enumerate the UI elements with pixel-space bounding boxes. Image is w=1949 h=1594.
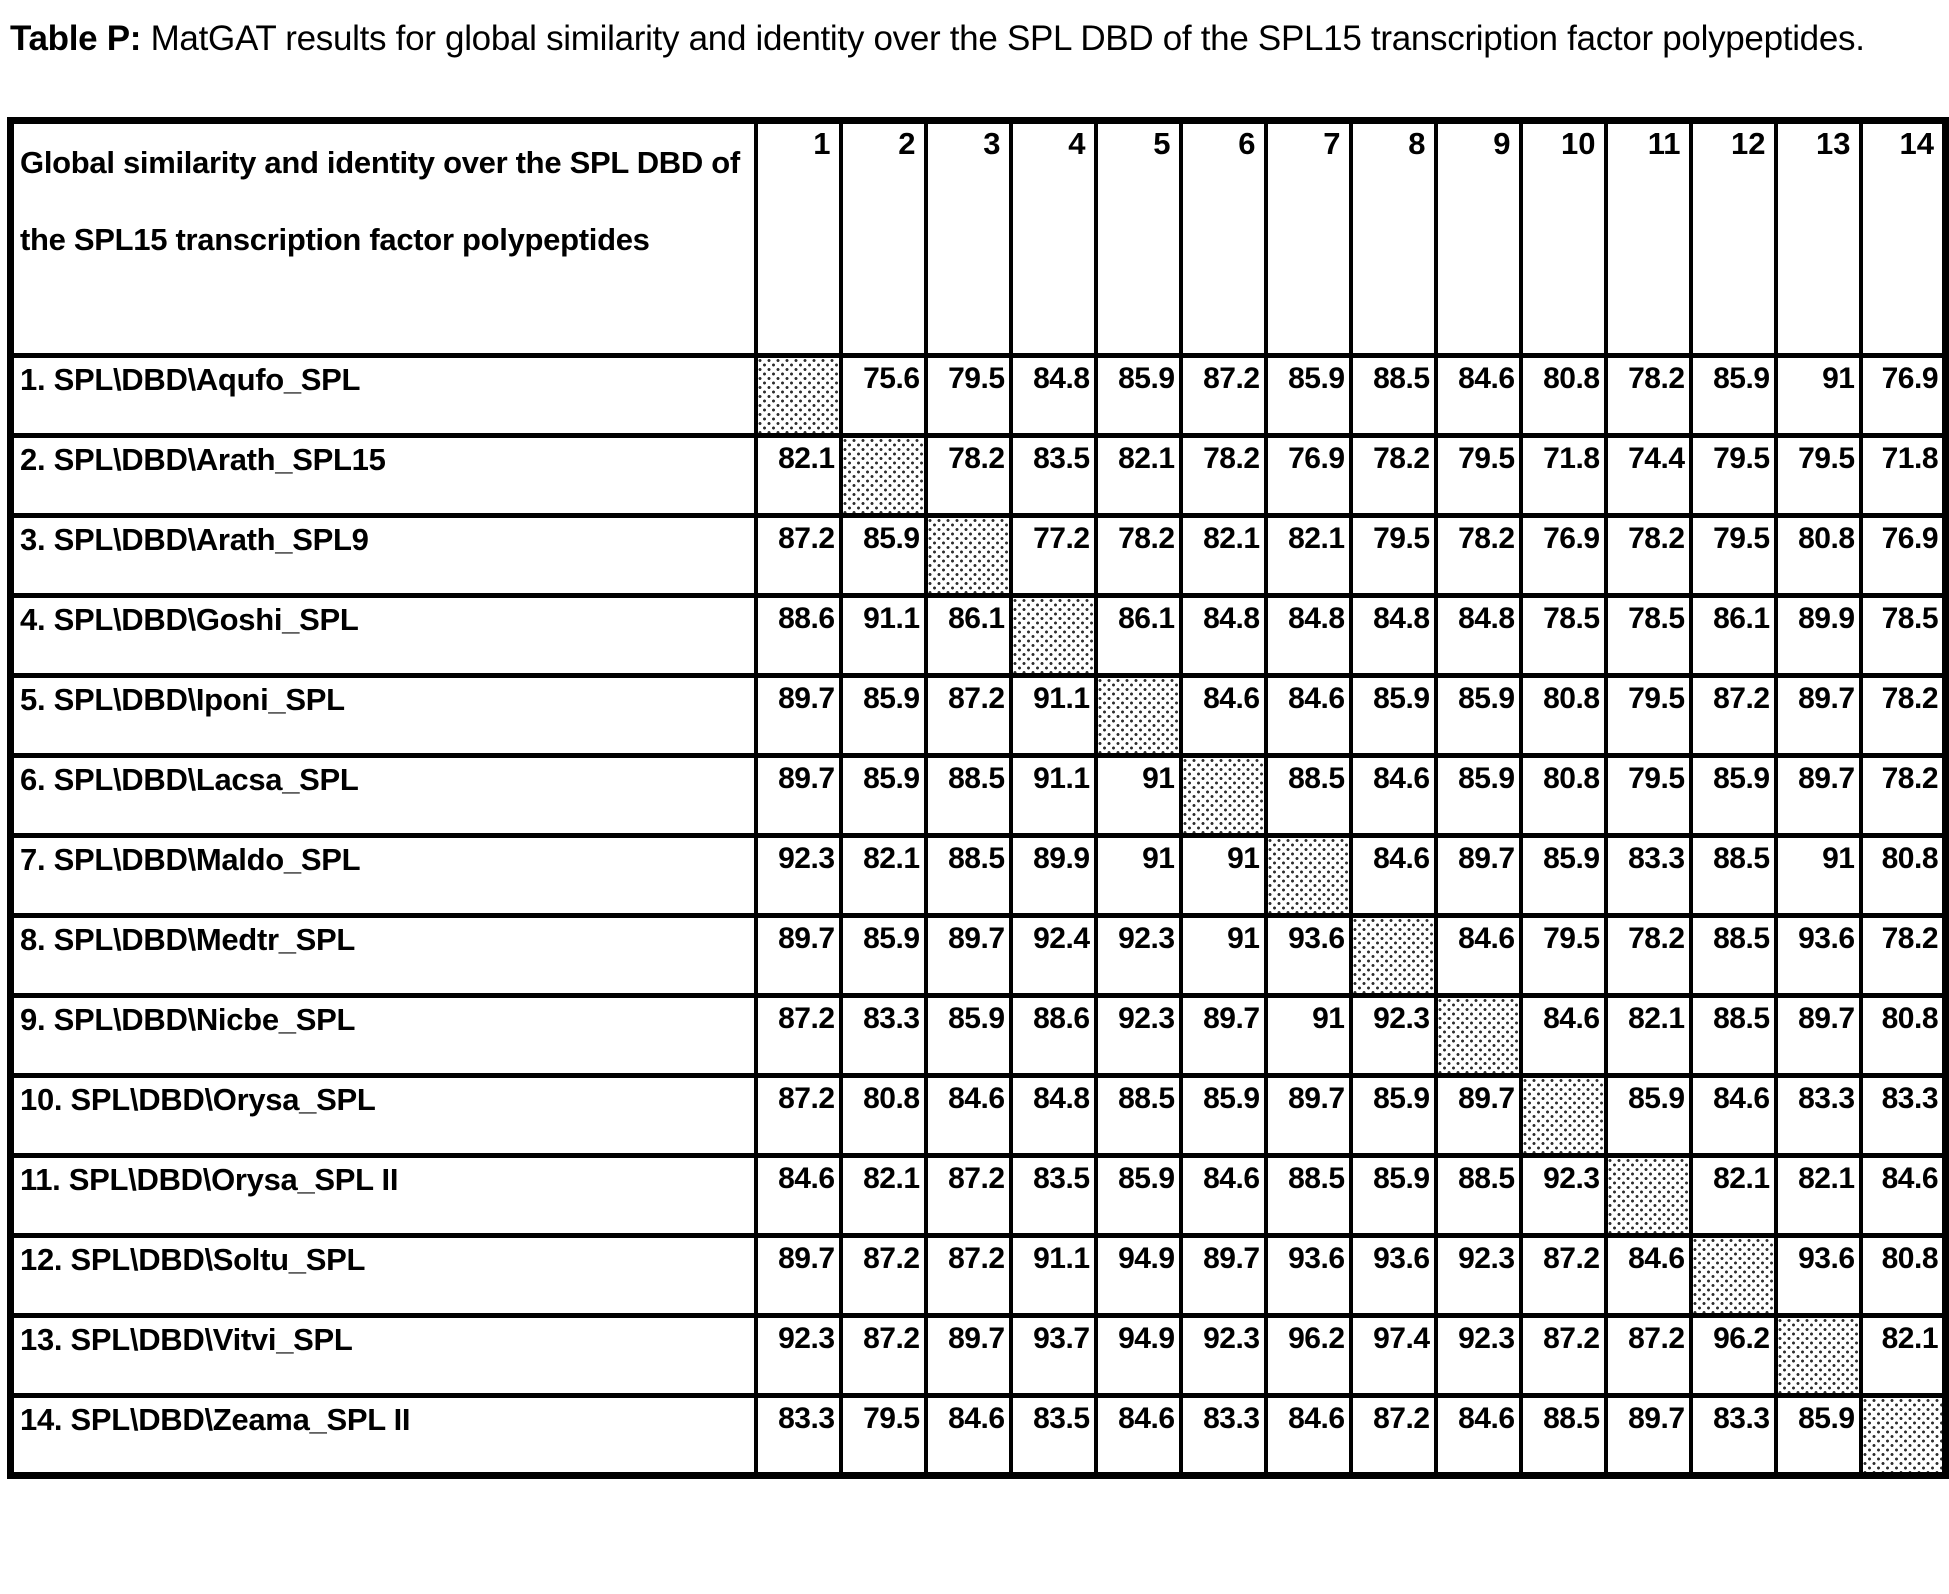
value-cell: 86.1 — [926, 596, 1011, 676]
value-cell: 89.7 — [756, 916, 841, 996]
value-cell: 71.8 — [1521, 436, 1606, 516]
value-cell: 87.2 — [756, 1076, 841, 1156]
value-cell: 93.7 — [1011, 1316, 1096, 1396]
value-cell: 88.5 — [926, 756, 1011, 836]
value-cell: 85.9 — [841, 516, 926, 596]
value-cell: 93.6 — [1776, 1236, 1861, 1316]
row-label: 7. SPL\DBD\Maldo_SPL — [11, 836, 756, 916]
value-cell: 78.5 — [1521, 596, 1606, 676]
value-cell: 91 — [1181, 836, 1266, 916]
value-cell: 92.3 — [756, 836, 841, 916]
value-cell: 76.9 — [1266, 436, 1351, 516]
value-cell: 85.9 — [926, 996, 1011, 1076]
column-header: 6 — [1181, 121, 1266, 356]
value-cell: 83.5 — [1011, 1396, 1096, 1476]
value-cell: 80.8 — [1861, 1236, 1946, 1316]
table-caption: MatGAT results for global similarity and identity over the SPL DBD of the SPL15 transcription factor polypeptides. — [150, 19, 1865, 58]
table-row — [11, 1316, 1946, 1396]
value-cell: 84.6 — [926, 1396, 1011, 1476]
value-cell: 87.2 — [1351, 1396, 1436, 1476]
value-cell: 80.8 — [1521, 756, 1606, 836]
value-cell: 88.6 — [1011, 996, 1096, 1076]
diagonal-cell — [1266, 836, 1351, 916]
value-cell: 82.1 — [1691, 1156, 1776, 1236]
value-cell: 94.9 — [1096, 1316, 1181, 1396]
value-cell: 78.2 — [1861, 756, 1946, 836]
value-cell: 85.9 — [841, 916, 926, 996]
diagonal-cell — [756, 356, 841, 436]
value-cell: 83.5 — [1011, 1156, 1096, 1236]
value-cell: 96.2 — [1691, 1316, 1776, 1396]
value-cell: 82.1 — [841, 836, 926, 916]
value-cell: 85.9 — [1351, 1076, 1436, 1156]
value-cell: 74.4 — [1606, 436, 1691, 516]
value-cell: 89.7 — [1776, 996, 1861, 1076]
column-header: 5 — [1096, 121, 1181, 356]
row-label: 6. SPL\DBD\Lacsa_SPL — [11, 756, 756, 836]
value-cell: 79.5 — [1436, 436, 1521, 516]
diagonal-cell — [1521, 1076, 1606, 1156]
value-cell: 91.1 — [1011, 676, 1096, 756]
diagonal-cell — [1691, 1236, 1776, 1316]
diagonal-cell — [1776, 1316, 1861, 1396]
value-cell: 85.9 — [1096, 1156, 1181, 1236]
column-header: 1 — [756, 121, 841, 356]
column-header: 7 — [1266, 121, 1351, 356]
value-cell: 76.9 — [1861, 516, 1946, 596]
value-cell: 92.3 — [1351, 996, 1436, 1076]
value-cell: 84.6 — [1351, 756, 1436, 836]
value-cell: 92.3 — [1521, 1156, 1606, 1236]
table-row — [11, 516, 1946, 596]
value-cell: 84.8 — [1351, 596, 1436, 676]
value-cell: 84.8 — [1011, 356, 1096, 436]
value-cell: 85.9 — [1181, 1076, 1266, 1156]
value-cell: 93.6 — [1351, 1236, 1436, 1316]
column-header: 13 — [1776, 121, 1861, 356]
value-cell: 85.9 — [1266, 356, 1351, 436]
value-cell: 88.5 — [1436, 1156, 1521, 1236]
row-label: 12. SPL\DBD\Soltu_SPL — [11, 1236, 756, 1316]
value-cell: 84.6 — [1436, 356, 1521, 436]
value-cell: 88.5 — [1521, 1396, 1606, 1476]
table-row — [11, 1156, 1946, 1236]
value-cell: 91.1 — [841, 596, 926, 676]
value-cell: 85.9 — [1096, 356, 1181, 436]
row-label: 3. SPL\DBD\Arath_SPL9 — [11, 516, 756, 596]
value-cell: 87.2 — [1606, 1316, 1691, 1396]
value-cell: 82.1 — [1861, 1316, 1946, 1396]
diagonal-cell — [1436, 996, 1521, 1076]
diagonal-cell — [841, 436, 926, 516]
value-cell: 92.3 — [1181, 1316, 1266, 1396]
value-cell: 89.7 — [1181, 996, 1266, 1076]
value-cell: 79.5 — [841, 1396, 926, 1476]
value-cell: 79.5 — [1691, 436, 1776, 516]
value-cell: 86.1 — [1096, 596, 1181, 676]
value-cell: 91 — [1096, 756, 1181, 836]
diagonal-cell — [1181, 756, 1266, 836]
value-cell: 85.9 — [1351, 1156, 1436, 1236]
value-cell: 91 — [1266, 996, 1351, 1076]
value-cell: 82.1 — [1096, 436, 1181, 516]
value-cell: 87.2 — [756, 996, 841, 1076]
value-cell: 83.3 — [1691, 1396, 1776, 1476]
value-cell: 85.9 — [1691, 756, 1776, 836]
value-cell: 89.7 — [1436, 836, 1521, 916]
value-cell: 87.2 — [1521, 1316, 1606, 1396]
value-cell: 91.1 — [1011, 756, 1096, 836]
value-cell: 80.8 — [1521, 356, 1606, 436]
value-cell: 85.9 — [1776, 1396, 1861, 1476]
value-cell: 77.2 — [1011, 516, 1096, 596]
value-cell: 78.2 — [1606, 356, 1691, 436]
value-cell: 75.6 — [841, 356, 926, 436]
value-cell: 88.5 — [1266, 1156, 1351, 1236]
value-cell: 78.5 — [1606, 596, 1691, 676]
table-row — [11, 1236, 1946, 1316]
value-cell: 89.7 — [926, 1316, 1011, 1396]
value-cell: 84.8 — [1266, 596, 1351, 676]
value-cell: 89.7 — [756, 1236, 841, 1316]
diagonal-cell — [1096, 676, 1181, 756]
value-cell: 93.6 — [1776, 916, 1861, 996]
value-cell: 78.2 — [1436, 516, 1521, 596]
value-cell: 79.5 — [1606, 676, 1691, 756]
value-cell: 92.3 — [1436, 1316, 1521, 1396]
value-cell: 89.7 — [756, 676, 841, 756]
value-cell: 92.3 — [1436, 1236, 1521, 1316]
value-cell: 87.2 — [1691, 676, 1776, 756]
value-cell: 87.2 — [926, 1156, 1011, 1236]
table-row — [11, 916, 1946, 996]
value-cell: 89.7 — [1436, 1076, 1521, 1156]
value-cell: 88.5 — [1351, 356, 1436, 436]
diagonal-cell — [1351, 916, 1436, 996]
table-row — [11, 836, 1946, 916]
value-cell: 85.9 — [1691, 356, 1776, 436]
column-header: 3 — [926, 121, 1011, 356]
row-label: 10. SPL\DBD\Orysa_SPL — [11, 1076, 756, 1156]
value-cell: 87.2 — [1521, 1236, 1606, 1316]
results-table — [7, 117, 1949, 1479]
value-cell: 88.6 — [756, 596, 841, 676]
value-cell: 87.2 — [926, 676, 1011, 756]
value-cell: 71.8 — [1861, 436, 1946, 516]
page-title — [0, 0, 1949, 69]
value-cell: 82.1 — [841, 1156, 926, 1236]
value-cell: 83.3 — [1181, 1396, 1266, 1476]
row-label: 8. SPL\DBD\Medtr_SPL — [11, 916, 756, 996]
row-label: 11. SPL\DBD\Orysa_SPL II — [11, 1156, 756, 1236]
value-cell: 91 — [1096, 836, 1181, 916]
column-header: 9 — [1436, 121, 1521, 356]
value-cell: 84.6 — [1266, 1396, 1351, 1476]
value-cell: 79.5 — [1776, 436, 1861, 516]
value-cell: 92.4 — [1011, 916, 1096, 996]
value-cell: 84.6 — [1606, 1236, 1691, 1316]
value-cell: 87.2 — [841, 1316, 926, 1396]
table-label: Table P: — [10, 19, 142, 58]
value-cell: 87.2 — [841, 1236, 926, 1316]
corner-header: Global similarity and identity over the SPL DBD of the SPL15 transcription factor polypeptides — [11, 121, 756, 356]
value-cell: 82.1 — [1776, 1156, 1861, 1236]
value-cell: 89.7 — [926, 916, 1011, 996]
value-cell: 97.4 — [1351, 1316, 1436, 1396]
value-cell: 89.7 — [1181, 1236, 1266, 1316]
value-cell: 93.6 — [1266, 916, 1351, 996]
value-cell: 78.2 — [926, 436, 1011, 516]
value-cell: 83.3 — [1606, 836, 1691, 916]
value-cell: 84.6 — [1861, 1156, 1946, 1236]
value-cell: 83.3 — [756, 1396, 841, 1476]
value-cell: 84.8 — [1181, 596, 1266, 676]
value-cell: 76.9 — [1521, 516, 1606, 596]
value-cell: 88.5 — [1691, 836, 1776, 916]
value-cell: 88.5 — [1266, 756, 1351, 836]
value-cell: 84.6 — [926, 1076, 1011, 1156]
value-cell: 86.1 — [1691, 596, 1776, 676]
value-cell: 85.9 — [1521, 836, 1606, 916]
matrix-body — [11, 356, 1946, 1476]
value-cell: 78.2 — [1606, 516, 1691, 596]
value-cell: 82.1 — [756, 436, 841, 516]
value-cell: 80.8 — [1776, 516, 1861, 596]
value-cell: 84.6 — [1351, 836, 1436, 916]
value-cell: 84.6 — [1096, 1396, 1181, 1476]
value-cell: 87.2 — [926, 1236, 1011, 1316]
value-cell: 83.3 — [1861, 1076, 1946, 1156]
value-cell: 89.7 — [1606, 1396, 1691, 1476]
table-row — [11, 356, 1946, 436]
value-cell: 84.6 — [756, 1156, 841, 1236]
value-cell: 92.3 — [1096, 996, 1181, 1076]
value-cell: 88.5 — [1691, 996, 1776, 1076]
column-header: 11 — [1606, 121, 1691, 356]
value-cell: 80.8 — [841, 1076, 926, 1156]
value-cell: 76.9 — [1861, 356, 1946, 436]
value-cell: 96.2 — [1266, 1316, 1351, 1396]
value-cell: 92.3 — [756, 1316, 841, 1396]
column-header: 8 — [1351, 121, 1436, 356]
value-cell: 80.8 — [1521, 676, 1606, 756]
value-cell: 80.8 — [1861, 836, 1946, 916]
value-cell: 79.5 — [1351, 516, 1436, 596]
value-cell: 85.9 — [1606, 1076, 1691, 1156]
value-cell: 78.2 — [1181, 436, 1266, 516]
row-label: 13. SPL\DBD\Vitvi_SPL — [11, 1316, 756, 1396]
value-cell: 85.9 — [1351, 676, 1436, 756]
value-cell: 89.7 — [756, 756, 841, 836]
value-cell: 92.3 — [1096, 916, 1181, 996]
value-cell: 84.6 — [1436, 1396, 1521, 1476]
value-cell: 78.2 — [1096, 516, 1181, 596]
row-label: 4. SPL\DBD\Goshi_SPL — [11, 596, 756, 676]
table-row — [11, 996, 1946, 1076]
diagonal-cell — [1861, 1396, 1946, 1476]
value-cell: 91 — [1181, 916, 1266, 996]
value-cell: 84.6 — [1691, 1076, 1776, 1156]
diagonal-cell — [1011, 596, 1096, 676]
value-cell: 88.5 — [1691, 916, 1776, 996]
value-cell: 78.2 — [1861, 916, 1946, 996]
column-header: 10 — [1521, 121, 1606, 356]
value-cell: 94.9 — [1096, 1236, 1181, 1316]
value-cell: 79.5 — [1606, 756, 1691, 836]
diagonal-cell — [926, 516, 1011, 596]
value-cell: 85.9 — [1436, 676, 1521, 756]
value-cell: 85.9 — [1436, 756, 1521, 836]
value-cell: 85.9 — [841, 676, 926, 756]
row-label: 5. SPL\DBD\Iponi_SPL — [11, 676, 756, 756]
table-row — [11, 596, 1946, 676]
value-cell: 89.9 — [1011, 836, 1096, 916]
value-cell: 89.9 — [1776, 596, 1861, 676]
value-cell: 82.1 — [1181, 516, 1266, 596]
value-cell: 78.2 — [1861, 676, 1946, 756]
value-cell: 91 — [1776, 836, 1861, 916]
table-row — [11, 676, 1946, 756]
column-header: 4 — [1011, 121, 1096, 356]
value-cell: 84.6 — [1521, 996, 1606, 1076]
table-row — [11, 756, 1946, 836]
value-cell: 79.5 — [1691, 516, 1776, 596]
value-cell: 84.6 — [1181, 1156, 1266, 1236]
diagonal-cell — [1606, 1156, 1691, 1236]
column-header: 2 — [841, 121, 926, 356]
value-cell: 84.8 — [1011, 1076, 1096, 1156]
value-cell: 83.5 — [1011, 436, 1096, 516]
value-cell: 85.9 — [841, 756, 926, 836]
value-cell: 78.5 — [1861, 596, 1946, 676]
value-cell: 83.3 — [1776, 1076, 1861, 1156]
value-cell: 84.8 — [1436, 596, 1521, 676]
row-label: 9. SPL\DBD\Nicbe_SPL — [11, 996, 756, 1076]
value-cell: 79.5 — [1521, 916, 1606, 996]
table-row — [11, 1396, 1946, 1476]
value-cell: 88.5 — [1096, 1076, 1181, 1156]
value-cell: 93.6 — [1266, 1236, 1351, 1316]
value-cell: 89.7 — [1776, 676, 1861, 756]
value-cell: 78.2 — [1606, 916, 1691, 996]
row-label: 2. SPL\DBD\Arath_SPL15 — [11, 436, 756, 516]
value-cell: 84.6 — [1181, 676, 1266, 756]
value-cell: 84.6 — [1436, 916, 1521, 996]
value-cell: 87.2 — [1181, 356, 1266, 436]
value-cell: 91.1 — [1011, 1236, 1096, 1316]
value-cell: 79.5 — [926, 356, 1011, 436]
value-cell: 91 — [1776, 356, 1861, 436]
value-cell: 89.7 — [1266, 1076, 1351, 1156]
value-cell: 89.7 — [1776, 756, 1861, 836]
value-cell: 87.2 — [756, 516, 841, 596]
value-cell: 83.3 — [841, 996, 926, 1076]
column-header: 12 — [1691, 121, 1776, 356]
value-cell: 82.1 — [1606, 996, 1691, 1076]
value-cell: 84.6 — [1266, 676, 1351, 756]
table-row — [11, 1076, 1946, 1156]
row-label: 1. SPL\DBD\Aqufo_SPL — [11, 356, 756, 436]
row-label: 14. SPL\DBD\Zeama_SPL II — [11, 1396, 756, 1476]
value-cell: 88.5 — [926, 836, 1011, 916]
header-row — [11, 121, 1946, 356]
value-cell: 78.2 — [1351, 436, 1436, 516]
value-cell: 82.1 — [1266, 516, 1351, 596]
value-cell: 80.8 — [1861, 996, 1946, 1076]
column-header: 14 — [1861, 121, 1946, 356]
table-row — [11, 436, 1946, 516]
